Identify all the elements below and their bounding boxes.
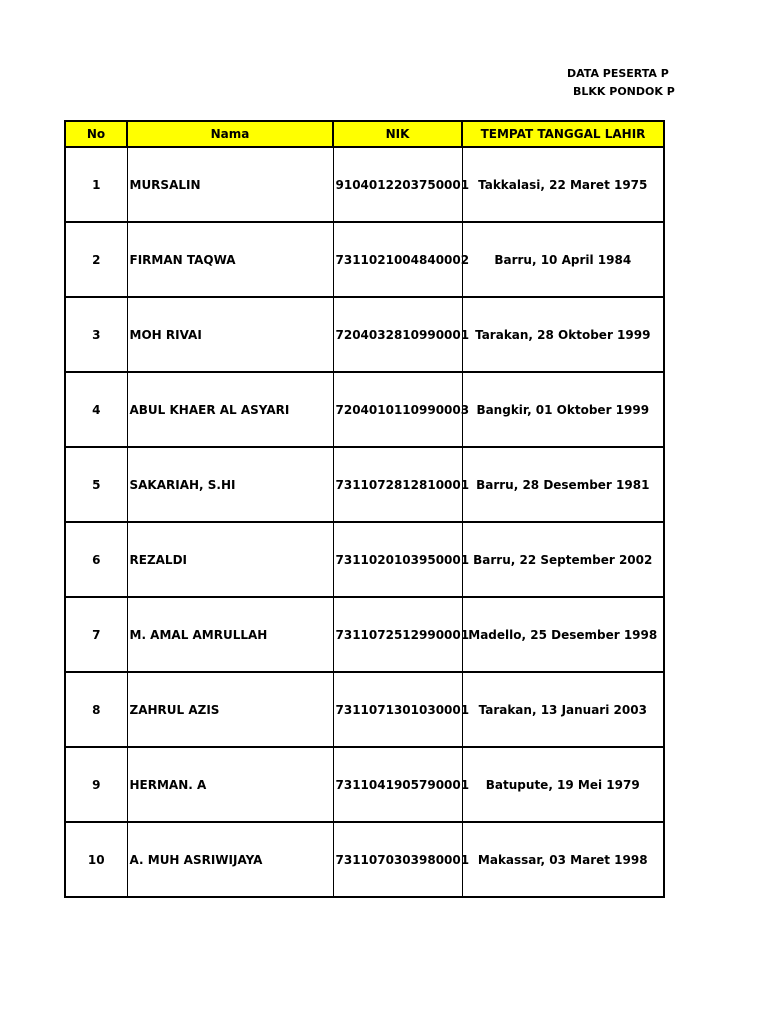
table-header-row (65, 121, 664, 147)
cell-tempat-tanggal-lahir: Barru, 10 April 1984 (462, 222, 664, 297)
cell-no: 10 (65, 822, 127, 897)
cell-nama: ZAHRUL AZIS (127, 672, 333, 747)
cell-no: 7 (65, 597, 127, 672)
cell-no: 6 (65, 522, 127, 597)
participant-table (64, 120, 665, 898)
cell-nik: 7311071301030001 (333, 672, 462, 747)
cell-nik: 7204010110990003 (333, 372, 462, 447)
table-row (65, 147, 664, 222)
cell-tempat-tanggal-lahir: Batupute, 19 Mei 1979 (462, 747, 664, 822)
table-row (65, 672, 664, 747)
table-row (65, 222, 664, 297)
cell-nama: HERMAN. A (127, 747, 333, 822)
column-header-nama: Nama (127, 121, 333, 147)
cell-tempat-tanggal-lahir: Bangkir, 01 Oktober 1999 (462, 372, 664, 447)
cell-no: 8 (65, 672, 127, 747)
cell-nik: 7204032810990001 (333, 297, 462, 372)
cell-no: 2 (65, 222, 127, 297)
cell-nama: FIRMAN TAQWA (127, 222, 333, 297)
cell-no: 1 (65, 147, 127, 222)
table-row (65, 597, 664, 672)
cell-nik: 7311041905790001 (333, 747, 462, 822)
document-title-line-1: DATA PESERTA P (567, 67, 669, 80)
table-row (65, 522, 664, 597)
cell-no: 3 (65, 297, 127, 372)
table-body (65, 147, 664, 897)
table-row (65, 372, 664, 447)
cell-tempat-tanggal-lahir: Barru, 28 Desember 1981 (462, 447, 664, 522)
table-row (65, 447, 664, 522)
cell-nama: MURSALIN (127, 147, 333, 222)
cell-nik: 7311072512990001 (333, 597, 462, 672)
cell-nama: REZALDI (127, 522, 333, 597)
cell-no: 5 (65, 447, 127, 522)
cell-nama: A. MUH ASRIWIJAYA (127, 822, 333, 897)
column-header-no: No (65, 121, 127, 147)
cell-no: 9 (65, 747, 127, 822)
cell-tempat-tanggal-lahir: Madello, 25 Desember 1998 (462, 597, 664, 672)
cell-nama: MOH RIVAI (127, 297, 333, 372)
cell-tempat-tanggal-lahir: Tarakan, 28 Oktober 1999 (462, 297, 664, 372)
cell-nama: SAKARIAH, S.HI (127, 447, 333, 522)
document-title-line-2: BLKK PONDOK P (573, 85, 675, 98)
cell-nama: ABUL KHAER AL ASYARI (127, 372, 333, 447)
cell-nik: 7311020103950001 (333, 522, 462, 597)
cell-tempat-tanggal-lahir: Takkalasi, 22 Maret 1975 (462, 147, 664, 222)
table-row (65, 822, 664, 897)
cell-nama: M. AMAL AMRULLAH (127, 597, 333, 672)
cell-tempat-tanggal-lahir: Makassar, 03 Maret 1998 (462, 822, 664, 897)
cell-tempat-tanggal-lahir: Tarakan, 13 Januari 2003 (462, 672, 664, 747)
table-row (65, 747, 664, 822)
cell-nik: 7311021004840002 (333, 222, 462, 297)
cell-nik: 7311070303980001 (333, 822, 462, 897)
column-header-nik: NIK (333, 121, 462, 147)
column-header-ttl: TEMPAT TANGGAL LAHIR (462, 121, 664, 147)
cell-tempat-tanggal-lahir: Barru, 22 September 2002 (462, 522, 664, 597)
cell-nik: 9104012203750001 (333, 147, 462, 222)
table-row (65, 297, 664, 372)
cell-nik: 7311072812810001 (333, 447, 462, 522)
cell-no: 4 (65, 372, 127, 447)
